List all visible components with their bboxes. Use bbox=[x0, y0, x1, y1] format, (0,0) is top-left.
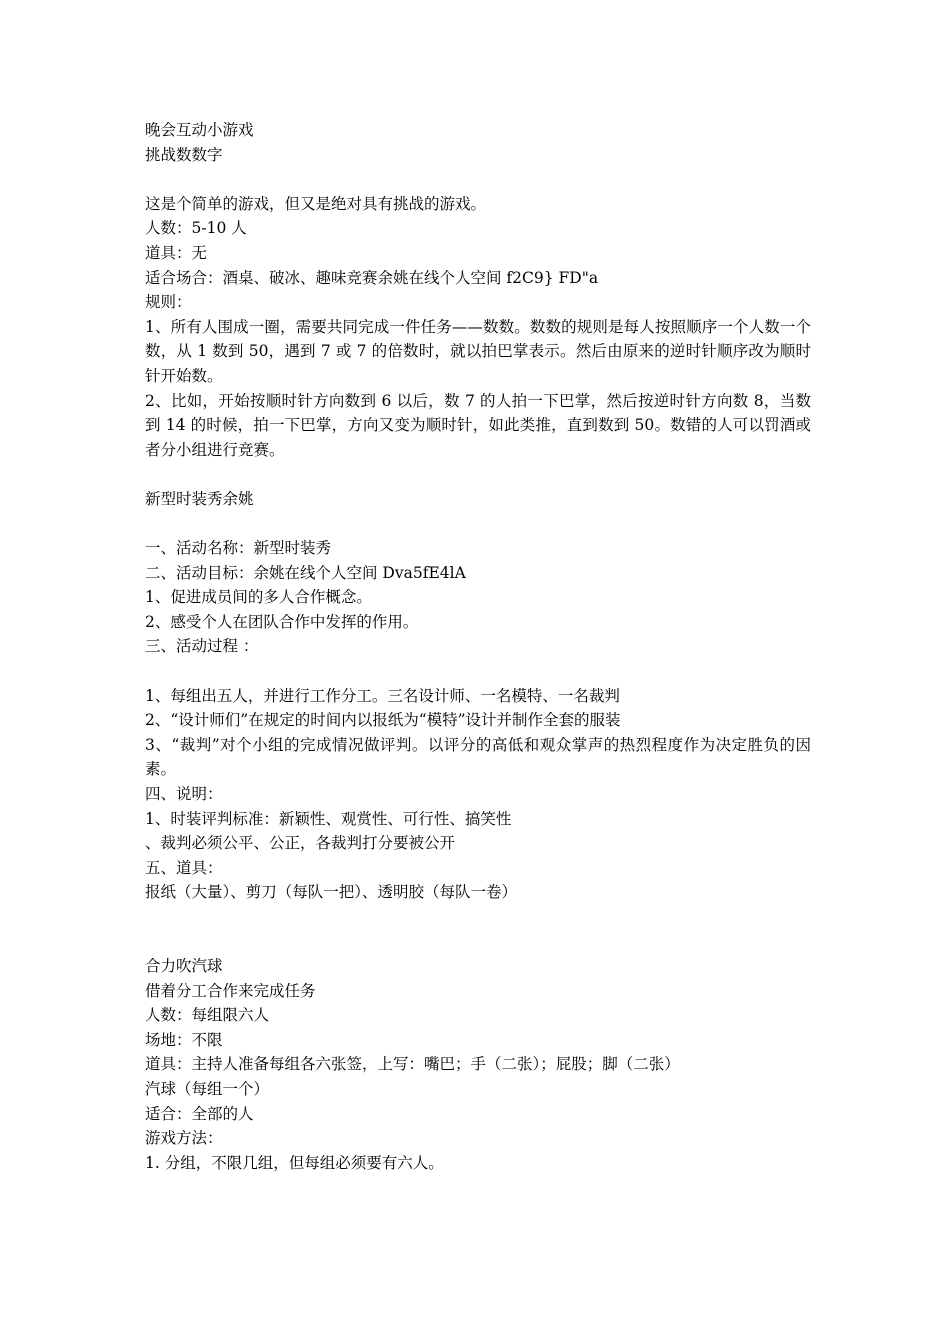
props-line: 道具：主持人准备每组各六张签，上写：嘴巴；手（二张）；屁股；脚（二张） bbox=[145, 1055, 680, 1074]
method-step-1: 1. 分组，不限几组，但每组必须要有六人。 bbox=[145, 1153, 444, 1172]
suitable-line: 适合：全部的人 bbox=[145, 1104, 254, 1123]
goal-item-1: 1、促进成员间的多人合作概念。 bbox=[145, 588, 372, 607]
activity-goal-line: 二、活动目标：余姚在线个人空间 Dva5fE4lA bbox=[145, 563, 466, 582]
rule-paragraph-1: 1、所有人围成一圈，需要共同完成一件任务——数数。数数的规则是每人按照顺序一个人数一个数，从 1 数到 50，遇到 7 或 7 的倍数时，就以拍巴掌表示。然后由原来的逆时针顺序改为顺时针开始数。 bbox=[145, 317, 811, 385]
rule-paragraph-2: 2、比如，开始按顺时针方向数到 6 以后，数 7 的人拍一下巴掌，然后按逆时针方向数 8，当数到 14 的时候，拍一下巴掌，方向又变为顺时针，如此类推，直到数到 50。数错的人可以罚酒或者分小组进行竞赛。 bbox=[145, 391, 811, 459]
spacer bbox=[145, 462, 811, 487]
goal-item-2: 2、感受个人在团队合作中发挥的作用。 bbox=[145, 612, 419, 631]
note-item-2: 、裁判必须公平、公正，各裁判打分要被公开 bbox=[145, 834, 456, 853]
note-item-1: 1、时装评判标准：新颖性、观赏性、可行性、搞笑性 bbox=[145, 809, 512, 828]
venue-line: 场地：不限 bbox=[145, 1030, 223, 1049]
players-line: 人数：5-10 人 bbox=[145, 219, 247, 238]
process-step-1: 1、每组出五人，并进行工作分工。三名设计师、一名模特、一名裁判 bbox=[145, 686, 620, 705]
method-label: 游戏方法： bbox=[145, 1129, 223, 1148]
props-list: 报纸（大量）、剪刀（每队一把）、透明胶（每队一卷） bbox=[145, 883, 518, 902]
rules-label: 规则： bbox=[145, 293, 192, 312]
activity-name-line: 一、活动名称：新型时装秀 bbox=[145, 539, 332, 558]
props-label: 五、道具： bbox=[145, 858, 223, 877]
spacer bbox=[145, 905, 811, 954]
intro-text: 这是个简单的游戏，但又是绝对具有挑战的游戏。 bbox=[145, 194, 487, 213]
section-title: 新型时装秀余姚 bbox=[145, 489, 254, 508]
players-line: 人数：每组限六人 bbox=[145, 1006, 270, 1025]
process-label: 三、活动过程 ： bbox=[145, 637, 259, 656]
spacer bbox=[145, 167, 811, 192]
section-subtitle: 借着分工合作来完成任务 bbox=[145, 981, 316, 1000]
document-body bbox=[145, 118, 811, 1175]
process-step-2: 2、“设计师们”在规定的时间内以报纸为“模特”设计并制作全套的服装 bbox=[145, 711, 621, 730]
spacer bbox=[145, 659, 811, 684]
section-subtitle: 挑战数数字 bbox=[145, 145, 223, 164]
notes-label: 四、说明： bbox=[145, 785, 223, 804]
section-title: 合力吹汽球 bbox=[145, 957, 223, 975]
spacer bbox=[145, 512, 811, 537]
process-step-3: 3、“裁判”对个小组的完成情况做评判。以评分的高低和观众掌声的热烈程度作为决定胜负的因素。 bbox=[145, 735, 811, 779]
props-line-2: 汽球（每组一个） bbox=[145, 1079, 270, 1098]
occasion-line: 适合场合：酒桌、破冰、趣味竞赛余姚在线个人空间 f2C9} FD"a bbox=[145, 268, 599, 287]
props-line: 道具：无 bbox=[145, 243, 208, 262]
section-title: 晚会互动小游戏 bbox=[145, 121, 254, 139]
